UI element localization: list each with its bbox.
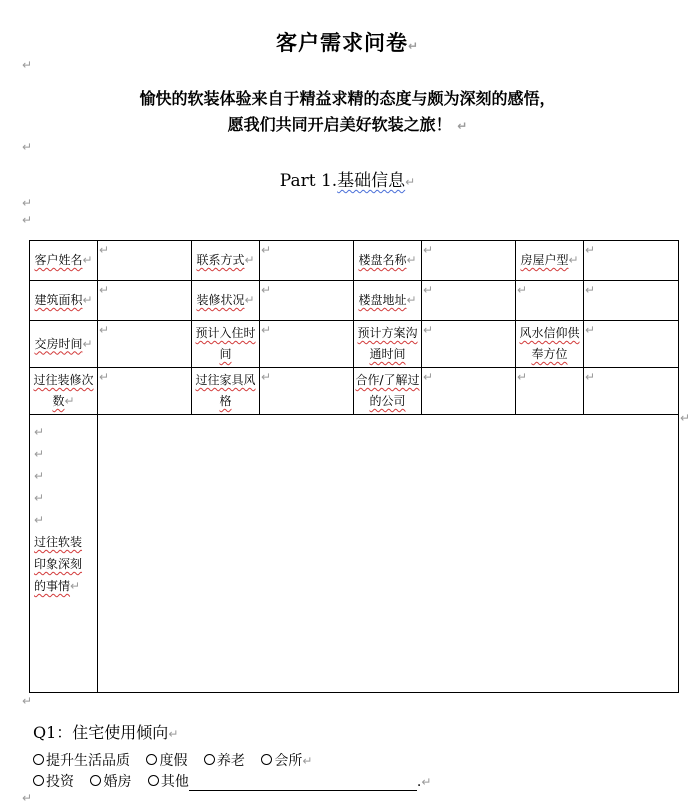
paragraph-mark: ↵ [22,213,33,227]
paragraph-mark: ↵ [421,775,432,789]
q1-options-row-1 [33,750,324,770]
option-label: 提升生活品质 [46,753,130,769]
cell-mark: ↵ [568,253,579,267]
table-row [30,368,679,415]
cell-mark: ↵ [517,370,528,384]
cell-mark: ↵ [82,336,93,351]
label-text: 风水信仰供奉方位 [519,326,580,361]
input-cell-plan-time[interactable] [422,321,516,368]
label-text: 预计方案沟通时间 [357,326,418,361]
paragraph-mark: ↵ [22,58,33,72]
cell-mark: ↵ [585,243,596,257]
label-cell [516,241,584,281]
cell-mark: ↵ [517,283,528,297]
label-cell [30,281,98,321]
intro-line-1 [0,86,695,109]
input-cell-furniture-style[interactable] [260,368,354,415]
intro-line-2 [0,112,695,135]
radio-circle-icon[interactable] [146,754,157,765]
label-text: 合作/了解过的公司 [355,373,420,408]
empty-cell[interactable] [584,281,679,321]
cell-mark: ↵ [261,370,272,384]
cell-mark: ↵ [261,243,272,257]
label-text: 联系方式 [196,253,245,267]
label-cell-past-impressions [30,415,98,693]
section-prefix: Part 1. [279,171,338,191]
cell-mark: ↵ [423,243,434,257]
cell-mark: ↵ [70,579,81,593]
label-cell [354,281,422,321]
cell-mark: ↵ [99,370,110,384]
cell-mark: ↵ [34,491,45,505]
input-cell-property-address[interactable] [422,281,516,321]
paragraph-mark: ↵ [457,119,468,133]
cell-mark: ↵ [261,323,272,337]
label-cell [30,368,98,415]
question-q1 [33,720,178,743]
empty-cell[interactable] [516,368,584,415]
radio-circle-icon[interactable] [90,775,101,786]
radio-circle-icon[interactable] [261,754,272,765]
paragraph-mark: ↵ [22,791,33,805]
input-cell-handover-time[interactable] [98,321,192,368]
section-name: 基础信息 [337,171,406,191]
input-cell-renovation-status[interactable] [260,281,354,321]
cell-mark: ↵ [99,283,110,297]
cell-mark: ↵ [585,283,596,297]
label-cell [354,368,422,415]
option-label: 会所 [274,753,303,769]
cell-mark: ↵ [423,283,434,297]
label-cell [516,321,584,368]
cell-mark: ↵ [34,513,45,527]
label-cell [192,321,260,368]
cell-mark: ↵ [261,283,272,297]
radio-circle-icon[interactable] [148,775,159,786]
cell-mark: ↵ [406,253,417,267]
option-vacation[interactable] [146,753,187,769]
label-text: 楼盘地址 [358,293,407,307]
input-cell-house-type[interactable] [584,241,679,281]
option-investment[interactable] [33,774,74,790]
cell-mark: ↵ [244,293,255,307]
label-cell [192,281,260,321]
empty-cell[interactable] [516,281,584,321]
option-label: 养老 [216,753,245,769]
end-period: . [416,774,422,790]
input-cell-past-renovations[interactable] [98,368,192,415]
intro-line-1-text: 愉快的软装体验来自于精益求精的态度与颇为深刻的感悟， [139,89,556,108]
paragraph-mark: ↵ [405,175,416,189]
paragraph-mark: ↵ [302,754,313,768]
input-cell-contact[interactable] [260,241,354,281]
cell-mark: ↵ [82,253,93,267]
label-text: 过往装修次数 [33,373,94,408]
cell-mark: ↵ [406,293,417,307]
cell-mark: ↵ [423,323,434,337]
title-text: 客户需求问卷 [275,30,408,55]
label-text: 房屋户型 [520,253,569,267]
paragraph-mark: ↵ [407,39,420,53]
empty-cell[interactable] [584,368,679,415]
option-quality[interactable] [33,753,130,769]
label-text: 预计入住时间 [195,326,256,361]
input-cell-move-in-time[interactable] [260,321,354,368]
table-row [30,241,679,281]
q1-label: Q1：住宅使用倾向 [33,723,169,742]
intro-line-2-text: 愿我们共同开启美好软装之旅！ [227,115,452,134]
cell-mark: ↵ [585,370,596,384]
paragraph-mark: ↵ [168,727,179,741]
option-wedding-home[interactable] [90,774,131,790]
table-row-large [30,415,679,693]
paragraph-mark: ↵ [22,140,33,154]
label-text: 过往家具风格 [195,373,256,408]
section-heading-part1 [0,166,695,191]
option-label: 婚房 [103,774,132,790]
cell-mark: ↵ [64,394,75,408]
input-cell-fengshui[interactable] [584,321,679,368]
radio-circle-icon[interactable] [33,754,44,765]
paragraph-mark: ↵ [22,196,33,210]
radio-circle-icon[interactable] [33,775,44,786]
input-cell-past-impressions[interactable] [98,415,679,693]
label-cell [30,241,98,281]
label-cell [354,321,422,368]
paragraph-mark: ↵ [22,694,33,708]
label-cell [192,368,260,415]
radio-circle-icon[interactable] [204,754,215,765]
input-cell-past-companies[interactable] [422,368,516,415]
cell-mark: ↵ [585,323,596,337]
cell-mark: ↵ [34,447,45,461]
option-label: 度假 [159,753,188,769]
input-cell-property-name[interactable] [422,241,516,281]
option-label: 其他 [160,774,189,790]
label-text: 客户姓名 [34,253,83,267]
label-cell [30,321,98,368]
table-row [30,281,679,321]
cell-mark: ↵ [34,469,45,483]
other-blank-line[interactable] [189,776,417,791]
q1-options-row-2 [33,771,431,791]
cell-mark: ↵ [34,425,45,439]
option-label: 投资 [46,774,74,790]
label-text: 装修状况 [196,293,245,307]
cell-mark: ↵ [99,323,110,337]
cell-mark: ↵ [423,370,434,384]
option-clubhouse[interactable] [261,753,312,769]
input-cell-customer-name[interactable] [98,241,192,281]
label-cell [354,241,422,281]
label-text: 过往软装印象深刻的事情 [34,535,83,593]
row-end-mark: ↵ [680,411,691,425]
cell-mark: ↵ [244,253,255,267]
option-other[interactable] [148,774,432,790]
label-text: 交房时间 [34,336,83,351]
label-text: 楼盘名称 [358,253,407,267]
cell-mark: ↵ [82,293,93,307]
table-row [30,321,679,368]
input-cell-area[interactable] [98,281,192,321]
cell-mark: ↵ [99,243,110,257]
option-retirement[interactable] [204,753,245,769]
customer-info-table [29,240,679,693]
document-title [0,27,695,57]
label-cell [192,241,260,281]
label-text: 建筑面积 [34,293,83,307]
